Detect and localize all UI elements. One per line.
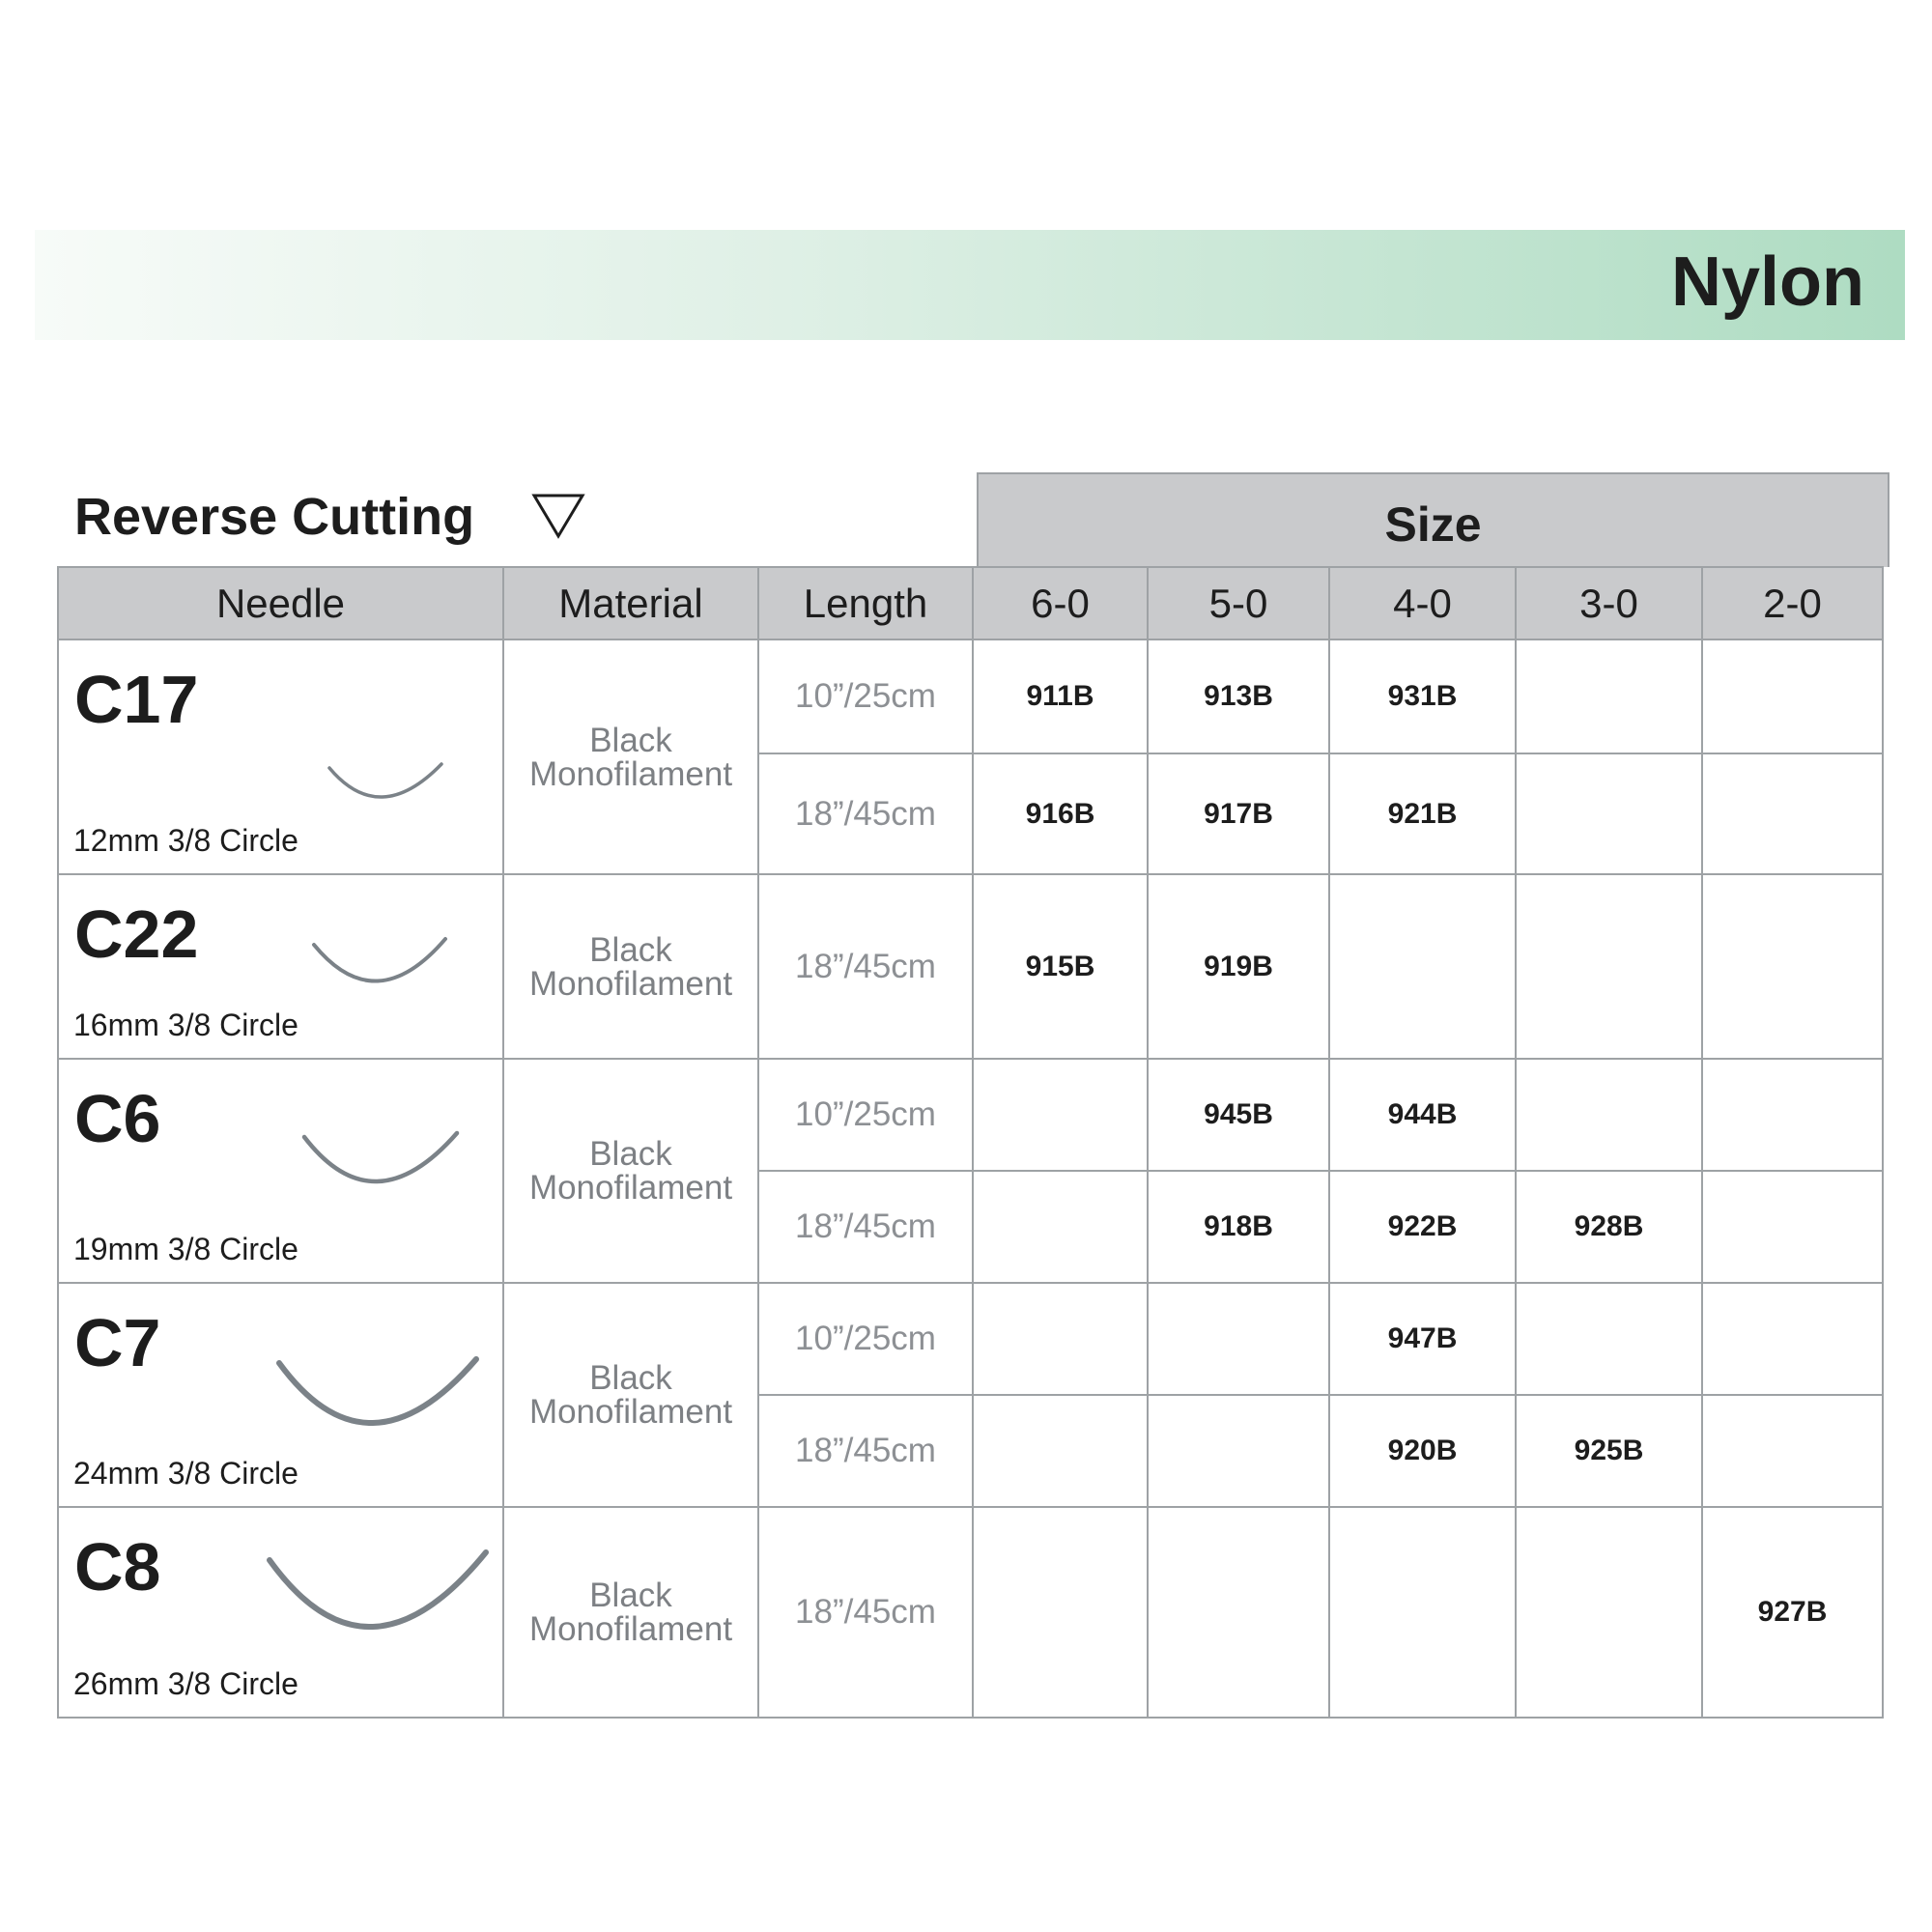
table-row xyxy=(58,1283,1883,1395)
column-header-size-4-0: 4-0 xyxy=(1329,567,1516,639)
needle-code: C17 xyxy=(74,662,199,737)
needle-cell xyxy=(58,1507,503,1718)
needle-code: C22 xyxy=(74,896,199,972)
product-code: 916B xyxy=(973,753,1148,874)
needle-curve-icon xyxy=(262,1545,494,1641)
product-code xyxy=(1516,1283,1702,1395)
length-cell: 10”/25cm xyxy=(758,1059,973,1171)
product-code: 922B xyxy=(1329,1171,1516,1283)
product-code xyxy=(973,1059,1148,1171)
product-code xyxy=(1702,1171,1883,1283)
length-cell: 18”/45cm xyxy=(758,874,973,1059)
product-code: 931B xyxy=(1329,639,1516,753)
product-table xyxy=(57,566,1884,1719)
length-cell: 18”/45cm xyxy=(758,1507,973,1718)
product-code xyxy=(1702,1059,1883,1171)
needle-code: C7 xyxy=(74,1305,161,1380)
product-code xyxy=(973,1283,1148,1395)
table-row xyxy=(58,874,1883,1059)
product-code xyxy=(1516,639,1702,753)
table-row xyxy=(58,1059,1883,1171)
needle-description: 26mm 3/8 Circle xyxy=(73,1666,298,1701)
product-code xyxy=(1329,1507,1516,1718)
product-code: 947B xyxy=(1329,1283,1516,1395)
length-cell: 18”/45cm xyxy=(758,1171,973,1283)
product-code: 921B xyxy=(1329,753,1516,874)
needle-curve-icon xyxy=(308,933,453,996)
product-code xyxy=(1702,1395,1883,1507)
product-code xyxy=(1329,874,1516,1059)
product-code xyxy=(1516,874,1702,1059)
nylon-banner xyxy=(35,230,1905,340)
column-header-size-6-0: 6-0 xyxy=(973,567,1148,639)
product-code xyxy=(1516,1507,1702,1718)
product-code: 925B xyxy=(1516,1395,1702,1507)
product-code: 945B xyxy=(1148,1059,1329,1171)
product-code xyxy=(1148,1283,1329,1395)
needle-curve-icon xyxy=(324,758,449,811)
product-code: 920B xyxy=(1329,1395,1516,1507)
product-code xyxy=(1148,1395,1329,1507)
needle-cell xyxy=(58,874,503,1059)
needle-curve-icon xyxy=(271,1351,484,1438)
product-code: 919B xyxy=(1148,874,1329,1059)
size-header: Size xyxy=(977,472,1889,567)
column-header-row xyxy=(58,567,1883,639)
product-code: 913B xyxy=(1148,639,1329,753)
product-code: 928B xyxy=(1516,1171,1702,1283)
needle-cell xyxy=(58,639,503,874)
product-code: 918B xyxy=(1148,1171,1329,1283)
column-header-length: Length xyxy=(758,567,973,639)
material-cell: Black Monofilament xyxy=(503,1507,758,1718)
product-code: 911B xyxy=(973,639,1148,753)
needle-code: C6 xyxy=(74,1081,161,1156)
product-code xyxy=(1702,753,1883,874)
product-code xyxy=(1702,1283,1883,1395)
needle-description: 19mm 3/8 Circle xyxy=(73,1232,298,1266)
table-row xyxy=(58,639,1883,753)
section-title: Reverse Cutting xyxy=(74,488,475,546)
needle-curve-icon xyxy=(298,1127,463,1195)
banner-title: Nylon xyxy=(1670,243,1864,321)
material-cell: Black Monofilament xyxy=(503,874,758,1059)
reverse-cutting-triangle-icon xyxy=(531,493,585,539)
column-header-size-2-0: 2-0 xyxy=(1702,567,1883,639)
needle-description: 16mm 3/8 Circle xyxy=(73,1008,298,1042)
needle-cell xyxy=(58,1283,503,1507)
column-header-needle: Needle xyxy=(58,567,503,639)
length-cell: 10”/25cm xyxy=(758,1283,973,1395)
material-cell: Black Monofilament xyxy=(503,639,758,874)
product-code xyxy=(1702,874,1883,1059)
product-code: 927B xyxy=(1702,1507,1883,1718)
needle-cell xyxy=(58,1059,503,1283)
length-cell: 10”/25cm xyxy=(758,639,973,753)
column-header-material: Material xyxy=(503,567,758,639)
product-code xyxy=(1516,1059,1702,1171)
product-code xyxy=(973,1171,1148,1283)
needle-code: C8 xyxy=(74,1529,161,1605)
product-code xyxy=(1702,639,1883,753)
material-cell: Black Monofilament xyxy=(503,1283,758,1507)
product-code xyxy=(973,1507,1148,1718)
column-header-size-3-0: 3-0 xyxy=(1516,567,1702,639)
column-header-size-5-0: 5-0 xyxy=(1148,567,1329,639)
product-code: 944B xyxy=(1329,1059,1516,1171)
needle-description: 12mm 3/8 Circle xyxy=(73,823,298,858)
needle-description: 24mm 3/8 Circle xyxy=(73,1456,298,1491)
table-row xyxy=(58,1507,1883,1718)
product-code: 917B xyxy=(1148,753,1329,874)
product-code: 915B xyxy=(973,874,1148,1059)
product-code xyxy=(1148,1507,1329,1718)
length-cell: 18”/45cm xyxy=(758,753,973,874)
material-cell: Black Monofilament xyxy=(503,1059,758,1283)
length-cell: 18”/45cm xyxy=(758,1395,973,1507)
product-code xyxy=(1516,753,1702,874)
product-code xyxy=(973,1395,1148,1507)
